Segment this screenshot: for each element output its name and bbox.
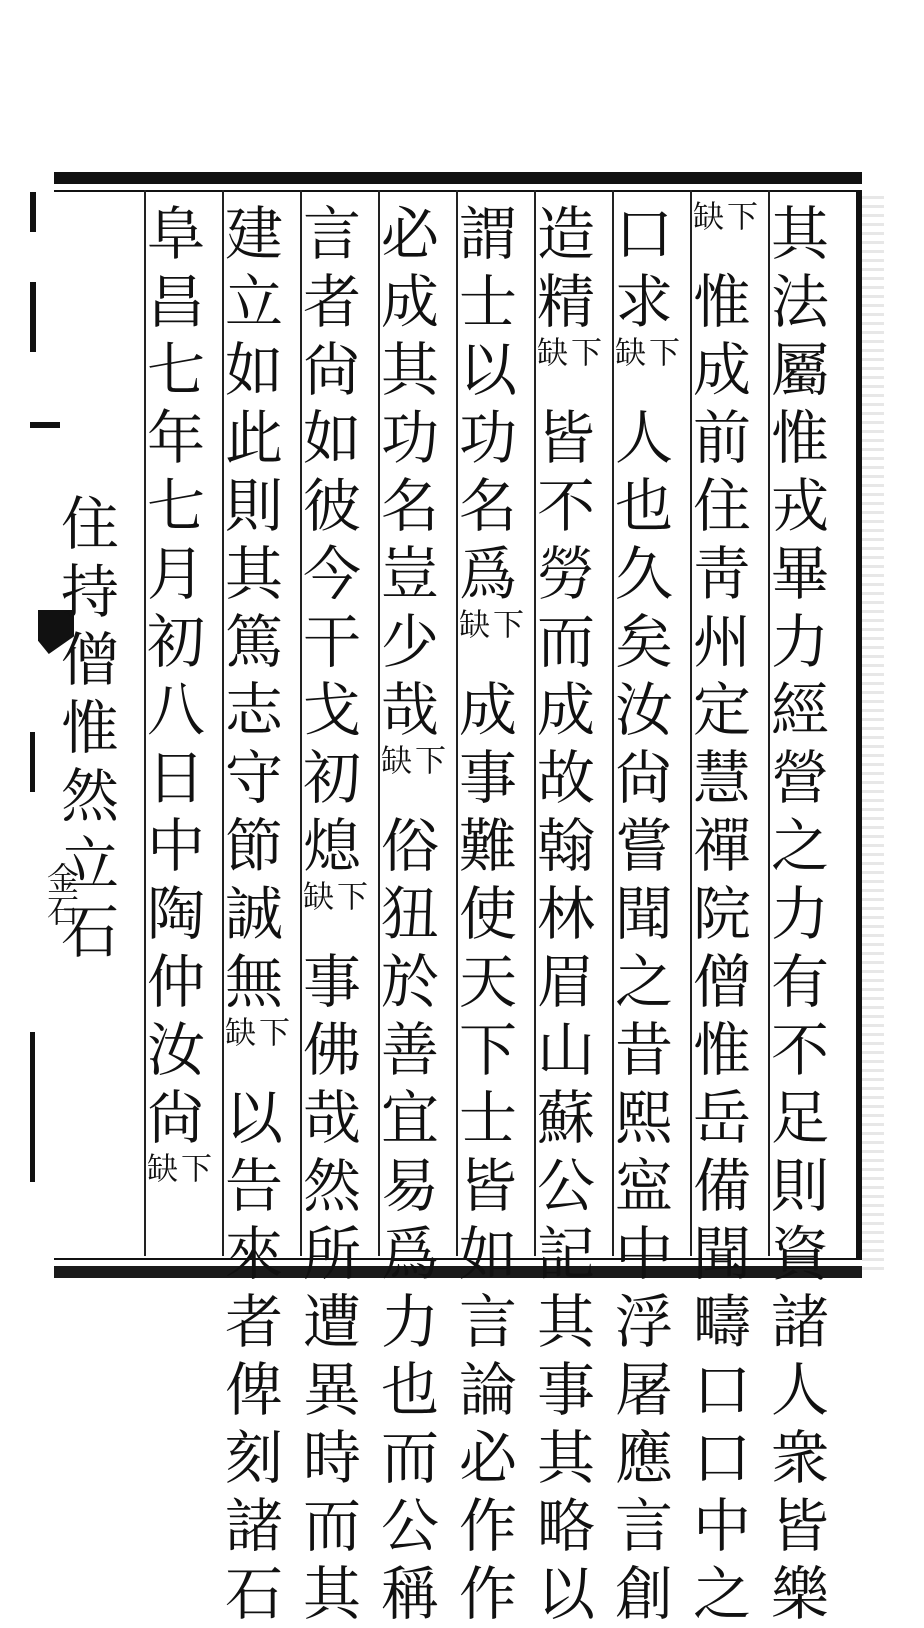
character: 經 — [770, 676, 829, 744]
character: 告 — [224, 1152, 283, 1220]
character: 其 — [536, 1424, 595, 1492]
character: 尙 — [614, 744, 673, 812]
character: 謂 — [458, 200, 517, 268]
character: 樂 — [770, 1560, 829, 1628]
character: 其 — [380, 336, 439, 404]
character: 於 — [380, 948, 439, 1016]
character: 求 — [614, 268, 673, 336]
character: 作 — [458, 1492, 517, 1560]
character: 畢 — [770, 540, 829, 608]
character: 異 — [302, 1356, 361, 1424]
character: 仲 — [146, 948, 205, 1016]
character: 節 — [224, 812, 283, 880]
character: 不 — [770, 1016, 829, 1084]
character: 哉 — [380, 676, 439, 744]
character: 山 — [536, 1016, 595, 1084]
character: 八 — [146, 676, 205, 744]
character: 功 — [458, 404, 517, 472]
character: 志 — [224, 676, 283, 744]
character: 惟 — [60, 694, 119, 762]
character: 論 — [458, 1356, 517, 1424]
character: 久 — [614, 540, 673, 608]
character: 僧 — [692, 948, 751, 1016]
text-column — [219, 200, 289, 1628]
character: 力 — [770, 608, 829, 676]
character: 汝 — [146, 1016, 205, 1084]
character: 惟 — [692, 268, 751, 336]
character: 難 — [458, 812, 517, 880]
character: 士 — [458, 268, 517, 336]
character: 言 — [614, 1492, 673, 1560]
note-char: 缺 — [687, 200, 723, 231]
note-char: 缺 — [453, 608, 489, 639]
character: 阜 — [146, 200, 205, 268]
character: 公 — [380, 1492, 439, 1560]
character: 也 — [614, 472, 673, 540]
text-column — [531, 200, 601, 1628]
character: 名 — [380, 472, 439, 540]
character: 口 — [614, 200, 673, 268]
character: 也 — [380, 1356, 439, 1424]
character: 翰 — [536, 812, 595, 880]
lacuna-note — [687, 200, 757, 268]
character: 住 — [60, 490, 119, 558]
character: 下 — [458, 1016, 517, 1084]
character: 之 — [770, 812, 829, 880]
character: 必 — [458, 1424, 517, 1492]
text-column — [609, 200, 679, 1628]
fold-mark-upper — [30, 282, 36, 352]
fold-mark-mid — [30, 732, 35, 792]
character: 易 — [380, 1152, 439, 1220]
character: 中 — [146, 812, 205, 880]
character: 惟 — [770, 404, 829, 472]
character: 口 — [692, 1424, 751, 1492]
character: 而 — [536, 608, 595, 676]
character: 遭 — [302, 1288, 361, 1356]
character: 聞 — [692, 1220, 751, 1288]
character: 其 — [224, 540, 283, 608]
lacuna-note — [375, 744, 445, 812]
character: 前 — [692, 404, 751, 472]
character: 初 — [146, 608, 205, 676]
character: 人 — [770, 1356, 829, 1424]
character: 所 — [302, 1220, 361, 1288]
lacuna-note — [141, 1152, 211, 1220]
text-column — [453, 200, 523, 1628]
character: 熙 — [614, 1084, 673, 1152]
character: 佛 — [302, 1016, 361, 1084]
note-char: 缺 — [141, 1152, 177, 1183]
character: 以 — [536, 1560, 595, 1628]
character: 矣 — [614, 608, 673, 676]
character: 以 — [224, 1084, 283, 1152]
note-char: 下 — [331, 880, 367, 911]
character: 不 — [536, 472, 595, 540]
note-char: 缺 — [609, 336, 645, 367]
character: 陶 — [146, 880, 205, 948]
character: 故 — [536, 744, 595, 812]
character: 創 — [614, 1560, 673, 1628]
character: 守 — [224, 744, 283, 812]
character: 此 — [224, 404, 283, 472]
character: 諸 — [770, 1288, 829, 1356]
character: 蘇 — [536, 1084, 595, 1152]
character: 諸 — [224, 1492, 283, 1560]
lacuna-note — [609, 336, 679, 404]
character: 其 — [770, 200, 829, 268]
character: 公 — [536, 1152, 595, 1220]
character: 爲 — [380, 1220, 439, 1288]
character: 林 — [536, 880, 595, 948]
character: 哉 — [302, 1084, 361, 1152]
character: 昌 — [146, 268, 205, 336]
text-column — [375, 200, 445, 1628]
character: 營 — [770, 744, 829, 812]
lacuna-note — [531, 336, 601, 404]
character: 七 — [146, 336, 205, 404]
character: 石 — [60, 898, 119, 966]
character: 略 — [536, 1492, 595, 1560]
character: 慧 — [692, 744, 751, 812]
character: 而 — [380, 1424, 439, 1492]
character: 作 — [458, 1560, 517, 1628]
character: 善 — [380, 1016, 439, 1084]
character: 人 — [614, 404, 673, 472]
character: 如 — [224, 336, 283, 404]
note-char: 下 — [409, 744, 445, 775]
character: 禪 — [692, 812, 751, 880]
character: 言 — [458, 1288, 517, 1356]
character: 戎 — [770, 472, 829, 540]
character: 皆 — [536, 404, 595, 472]
character: 疇 — [692, 1288, 751, 1356]
character: 住 — [692, 472, 751, 540]
character: 皆 — [770, 1492, 829, 1560]
lacuna-note — [219, 1016, 289, 1084]
text-column — [297, 200, 367, 1628]
character: 七 — [146, 472, 205, 540]
character: 而 — [302, 1492, 361, 1560]
character: 汝 — [614, 676, 673, 744]
character: 事 — [302, 948, 361, 1016]
character: 僧 — [60, 626, 119, 694]
note-char: 下 — [175, 1152, 211, 1183]
character: 口 — [692, 1356, 751, 1424]
note-char: 下 — [487, 608, 523, 639]
character: 建 — [224, 200, 283, 268]
fold-mark-top — [30, 192, 36, 232]
character: 造 — [536, 200, 595, 268]
character: 成 — [458, 676, 517, 744]
character: 豈 — [380, 540, 439, 608]
character: 法 — [770, 268, 829, 336]
character: 然 — [302, 1152, 361, 1220]
character: 昔 — [614, 1016, 673, 1084]
note-char: 下 — [721, 200, 757, 231]
character: 士 — [458, 1084, 517, 1152]
character: 誠 — [224, 880, 283, 948]
character: 寍 — [614, 1152, 673, 1220]
character: 月 — [146, 540, 205, 608]
character: 天 — [458, 948, 517, 1016]
character: 爲 — [458, 540, 517, 608]
text-column — [765, 200, 835, 1628]
lacuna-note — [297, 880, 367, 948]
character: 日 — [146, 744, 205, 812]
character: 干 — [302, 608, 361, 676]
character: 則 — [770, 1152, 829, 1220]
character: 院 — [692, 880, 751, 948]
character: 其 — [302, 1560, 361, 1628]
character: 狃 — [380, 880, 439, 948]
note-char: 下 — [565, 336, 601, 367]
character: 以 — [458, 336, 517, 404]
character: 記 — [536, 1220, 595, 1288]
character: 中 — [692, 1492, 751, 1560]
character: 使 — [458, 880, 517, 948]
margin-left — [0, 172, 80, 1282]
note-char: 缺 — [219, 1016, 255, 1047]
character: 岳 — [692, 1084, 751, 1152]
character: 備 — [692, 1152, 751, 1220]
character: 石 — [224, 1560, 283, 1628]
character: 定 — [692, 676, 751, 744]
character: 今 — [302, 540, 361, 608]
character: 來 — [224, 1220, 283, 1288]
character: 州 — [692, 608, 751, 676]
lacuna-note — [453, 608, 523, 676]
character: 勞 — [536, 540, 595, 608]
note-char: 下 — [643, 336, 679, 367]
fold-mark-low — [30, 1032, 35, 1182]
character: 言 — [302, 200, 361, 268]
character: 尙 — [146, 1084, 205, 1152]
character: 眉 — [536, 948, 595, 1016]
character: 事 — [536, 1356, 595, 1424]
note-char: 缺 — [375, 744, 411, 775]
character: 刻 — [224, 1424, 283, 1492]
character: 屠 — [614, 1356, 673, 1424]
fold-label: 金石 — [42, 862, 80, 926]
character: 之 — [692, 1560, 751, 1628]
character: 應 — [614, 1424, 673, 1492]
note-char: 缺 — [531, 336, 567, 367]
character: 事 — [458, 744, 517, 812]
character: 衆 — [770, 1424, 829, 1492]
character: 立 — [224, 268, 283, 336]
character: 成 — [536, 676, 595, 744]
character: 年 — [146, 404, 205, 472]
character: 如 — [458, 1220, 517, 1288]
character: 中 — [614, 1220, 673, 1288]
page-edge — [862, 196, 884, 1276]
character: 其 — [536, 1288, 595, 1356]
character: 精 — [536, 268, 595, 336]
text-column — [55, 490, 125, 966]
text-column — [141, 200, 211, 1220]
character: 足 — [770, 1084, 829, 1152]
character: 持 — [60, 558, 119, 626]
note-char: 下 — [253, 1016, 289, 1047]
character: 浮 — [614, 1288, 673, 1356]
character: 功 — [380, 404, 439, 472]
character: 力 — [770, 880, 829, 948]
character: 宜 — [380, 1084, 439, 1152]
character: 嘗 — [614, 812, 673, 880]
character: 尙 — [302, 336, 361, 404]
character: 必 — [380, 200, 439, 268]
character: 篤 — [224, 608, 283, 676]
character: 彼 — [302, 472, 361, 540]
character: 戈 — [302, 676, 361, 744]
character: 者 — [224, 1288, 283, 1356]
character: 屬 — [770, 336, 829, 404]
character: 少 — [380, 608, 439, 676]
character: 成 — [692, 336, 751, 404]
character: 熄 — [302, 812, 361, 880]
character: 聞 — [614, 880, 673, 948]
character: 惟 — [692, 1016, 751, 1084]
character: 力 — [380, 1288, 439, 1356]
character: 名 — [458, 472, 517, 540]
character: 如 — [302, 404, 361, 472]
character: 時 — [302, 1424, 361, 1492]
character: 然 — [60, 762, 119, 830]
note-char: 缺 — [297, 880, 333, 911]
character: 成 — [380, 268, 439, 336]
character: 者 — [302, 268, 361, 336]
text-column — [687, 200, 757, 1628]
character: 有 — [770, 948, 829, 1016]
character: 俗 — [380, 812, 439, 880]
character: 之 — [614, 948, 673, 1016]
character: 無 — [224, 948, 283, 1016]
character: 俾 — [224, 1356, 283, 1424]
character: 靑 — [692, 540, 751, 608]
character: 初 — [302, 744, 361, 812]
character: 皆 — [458, 1152, 517, 1220]
character: 稱 — [380, 1560, 439, 1628]
character: 資 — [770, 1220, 829, 1288]
character: 立 — [60, 830, 119, 898]
character: 則 — [224, 472, 283, 540]
